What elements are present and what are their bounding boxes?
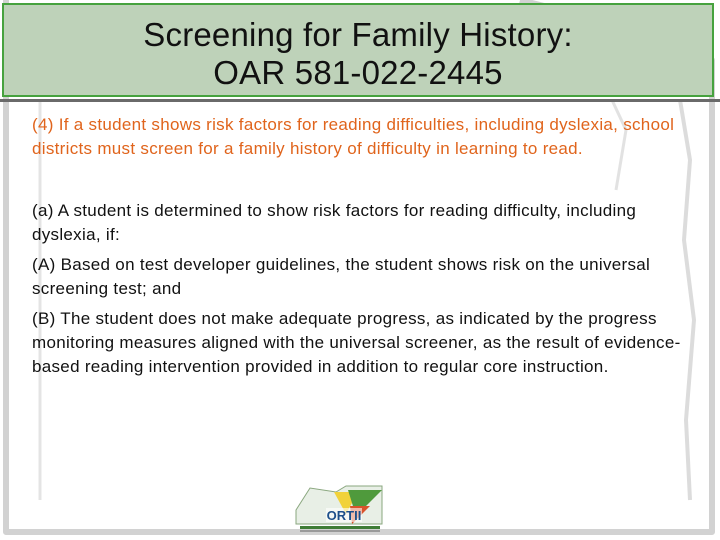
ortii-logo [292,484,388,536]
title-divider [0,99,720,102]
slide-title-line-2: OAR 581-022-2445 [213,54,503,91]
slide-title-line-1: Screening for Family History: [143,16,573,53]
slide-body [32,113,696,379]
logo-text: ORTII [326,508,362,523]
paragraph-a: (a) A student is determined to show risk factors for reading difficulty, including dyslexia, if: [32,201,637,244]
intro-paragraph: (4) If a student shows risk factors for reading difficulties, including dyslexia, school districts must screen for a family history of difficulty in learning to read. [32,115,675,158]
paragraph-a-sub-b: (B) The student does not make adequate progress, as indicated by the progress monitoring measures aligned with the universal screener, as the result of evidence-based reading intervention provided in addition to regular core instruction. [32,309,681,376]
paragraph-a-sub-a: (A) Based on test developer guidelines, the student shows risk on the universal screening test; and [32,255,651,298]
title-bar [2,3,714,97]
